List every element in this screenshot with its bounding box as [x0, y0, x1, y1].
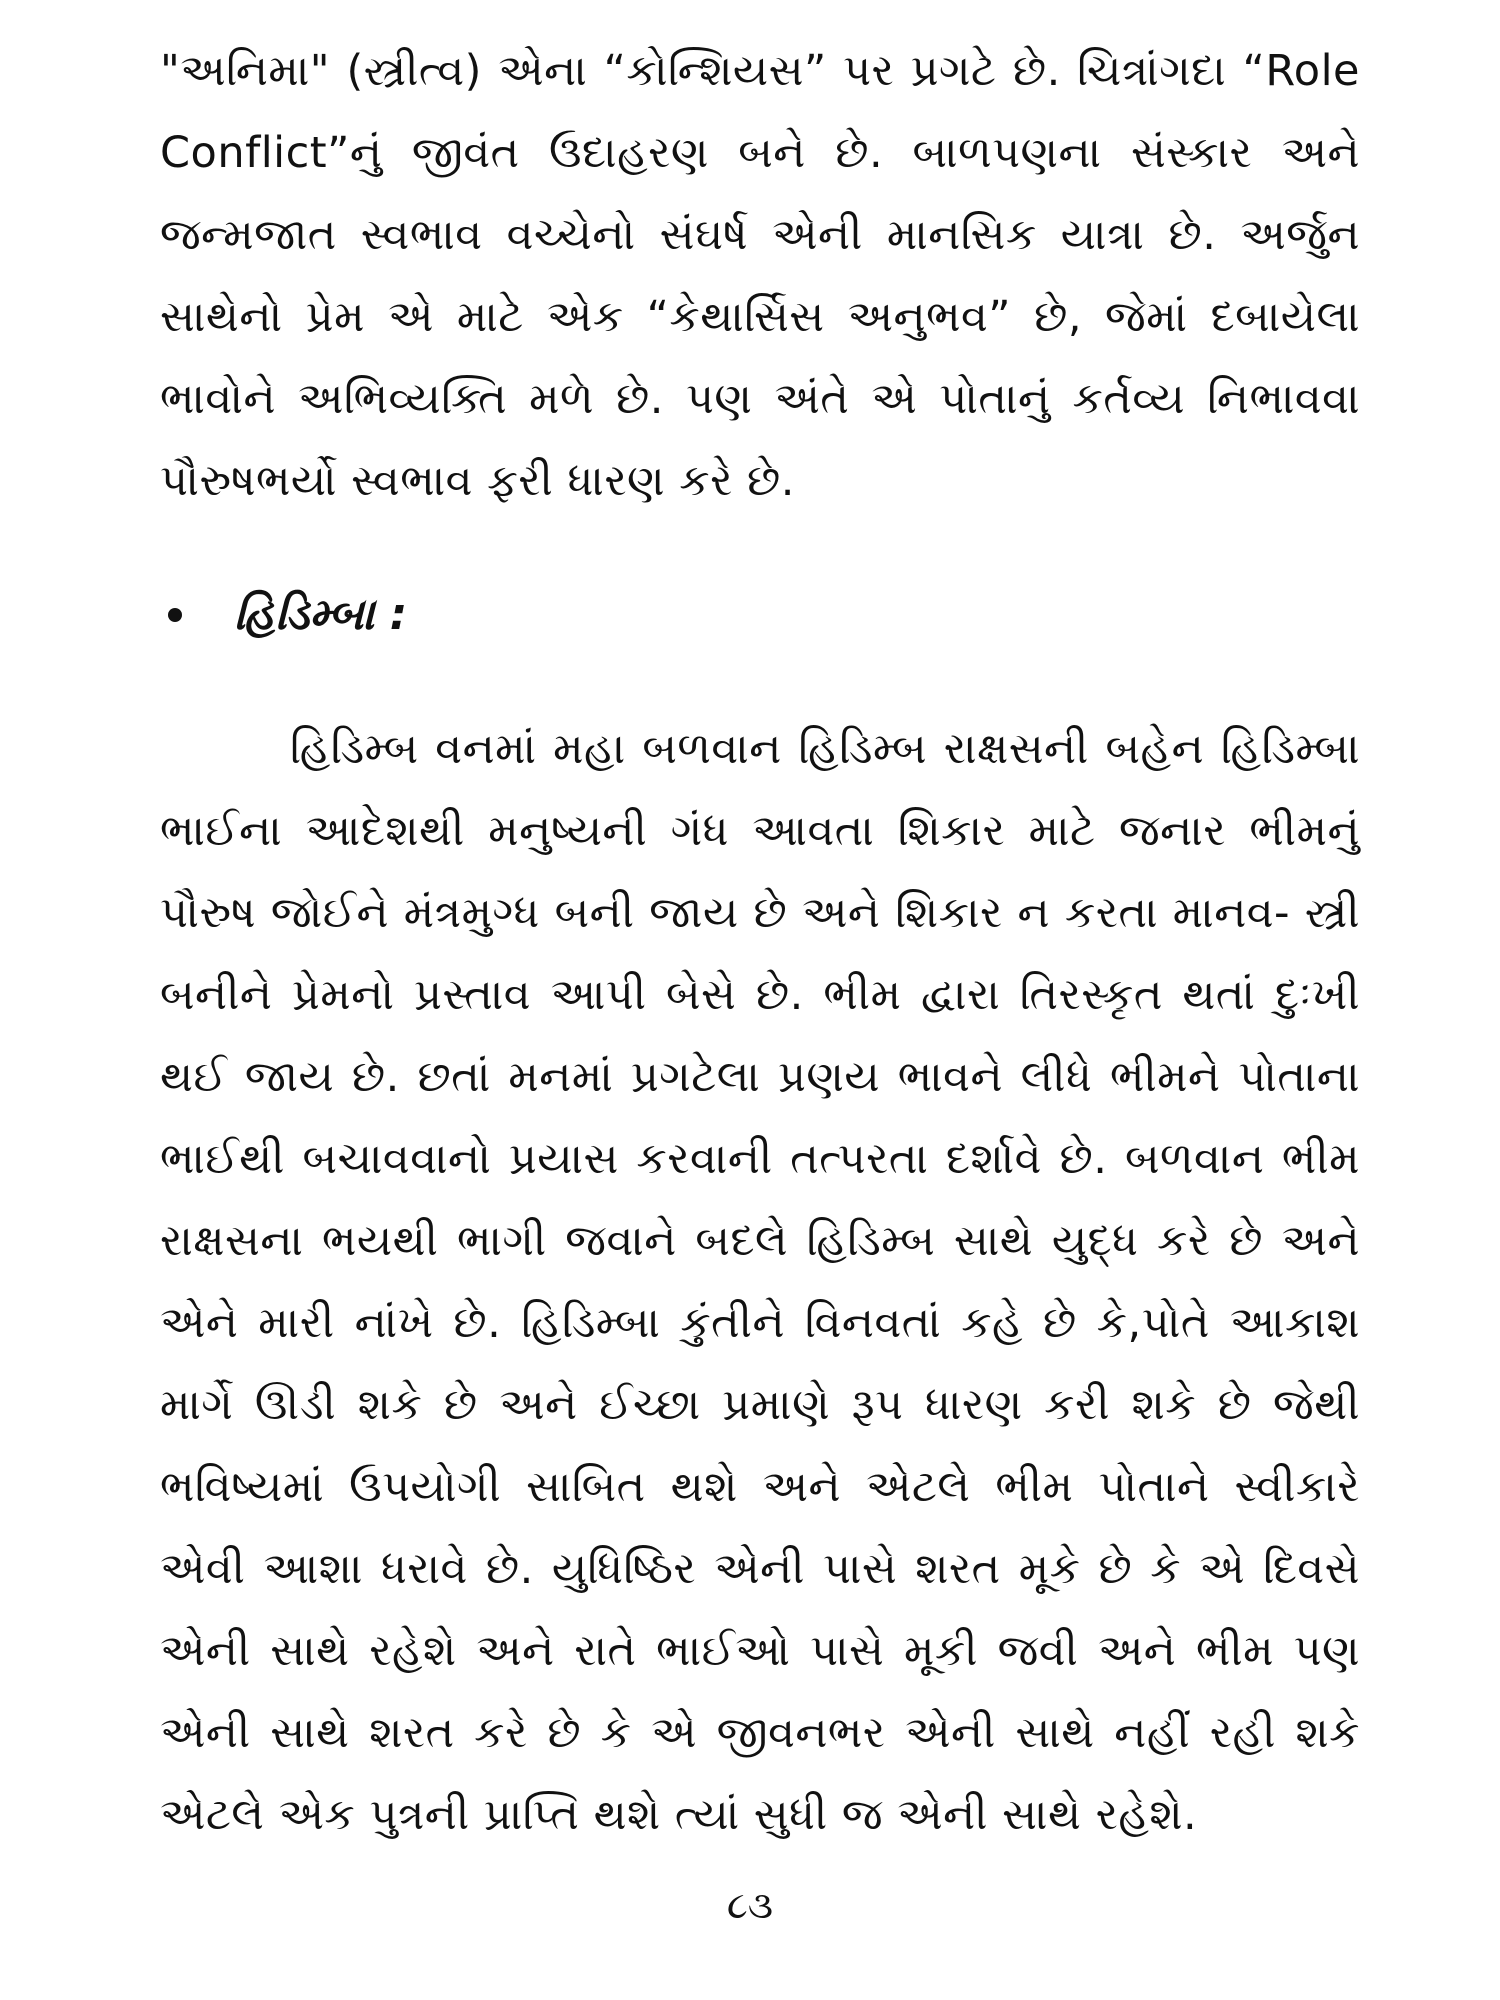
page-number: ૮૩	[726, 1883, 774, 1927]
bullet-icon	[168, 608, 182, 622]
intro-paragraph: "અનિમા" (સ્ત્રીત્વ) એના “કોન્શિયસ” પર પ્રગટે છે. ચિત્રાંગદા “Role Conflict”નું જીવંત ઉદાહરણ બને છે. બાળપણના સંસ્કાર અને જન્મજાત સ્વભાવ વચ્ચેનો સંઘર્ષ એની માનસિક યાત્રા છે. અર્જુન સાથેનો પ્રેમ એ માટે એક “કેથાર્સિસ અનુભવ” છે, જેમાં દબાયેલા ભાવોને અભિવ્યક્તિ મળે છે. પણ અંતે એ પોતાનું કર્તવ્ય નિભાવવા પૌરુષભર્યો સ્વભાવ ફરી ધારણ કરે છે.	[160, 46, 1360, 506]
section-heading: હિડિમ્બા :	[234, 589, 408, 640]
section-heading-row	[160, 574, 1360, 656]
document-page	[160, 30, 1360, 1856]
hidimba-paragraph: હિડિમ્બ વનમાં મહા બળવાન હિડિમ્બ રાક્ષસની બહેન હિડિમ્બા ભાઈના આદેશથી મનુષ્યની ગંધ આવતા શિકાર માટે જનાર ભીમનું પૌરુષ જોઈને મંત્રમુગ્ધ બની જાય છે અને શિકાર ન કરતા માનવ- સ્ત્રી બનીને પ્રેમનો પ્રસ્તાવ આપી બેસે છે. ભીમ દ્વારા તિરસ્કૃત થતાં દુઃખી થઈ જાય છે. છતાં મનમાં પ્રગટેલા પ્રણય ભાવને લીધે ભીમને પોતાના ભાઈથી બચાવવાનો પ્રયાસ કરવાની તત્પરતા દર્શાવે છે. બળવાન ભીમ રાક્ષસના ભયથી ભાગી જવાને બદલે હિડિમ્બ સાથે યુદ્ધ કરે છે અને એને મારી નાંખે છે. હિડિમ્બા કુંતીને વિનવતાં કહે છે કે,પોતે આકાશ માર્ગે ઊડી શકે છે અને ઈચ્છા પ્રમાણે રૂપ ધારણ કરી શકે છે જેથી ભવિષ્યમાં ઉપયોગી સાબિત થશે અને એટલે ભીમ પોતાને સ્વીકારે એવી આશા ધરાવે છે. યુધિષ્ઠિર એની પાસે શરત મૂકે છે કે એ દિવસે એની સાથે રહેશે અને રાતે ભાઈઓ પાસે મૂકી જવી અને ભીમ પણ એની સાથે શરત કરે છે કે એ જીવનભર એની સાથે નહીં રહી શકે એટલે એક પુત્રની પ્રાપ્તિ થશે ત્યાં સુધી જ એની સાથે રહેશે.	[160, 724, 1360, 1840]
